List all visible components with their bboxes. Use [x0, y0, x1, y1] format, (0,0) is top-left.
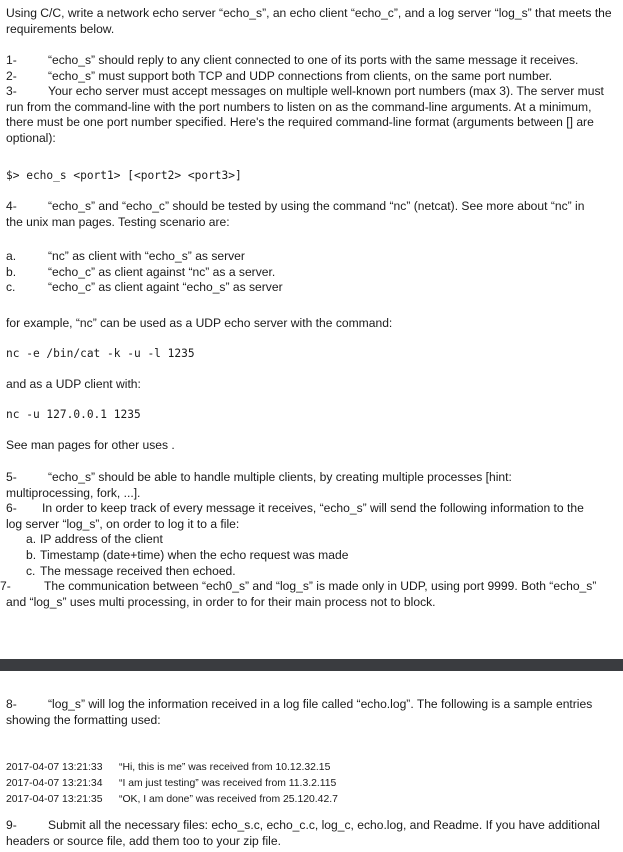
- log-message: “I am just testing” was received from 11.3.2.115: [119, 778, 337, 789]
- log-timestamp: 2017-04-07 13:21:33: [6, 762, 103, 773]
- list-item: [6, 280, 613, 296]
- list-marker: b.: [6, 264, 17, 279]
- list-marker: c.: [6, 280, 16, 295]
- requirement-text: “echo_s” must support both TCP and UDP connections from clients, on the same port number.: [48, 68, 553, 83]
- list-text: “nc” as client with “echo_s” as server: [48, 249, 245, 263]
- requirement-text: “log_s” will log the information received in a log file called “echo.log”. The following is a sample entries: [48, 697, 593, 711]
- list-marker: b.: [26, 547, 37, 562]
- requirement-9: [6, 818, 613, 849]
- requirement-6-continued: log server “log_s”, on order to log it to a file:: [6, 516, 240, 531]
- list-text: “echo_c” as client against “nc” as a server.: [48, 264, 276, 279]
- requirement-2: [6, 69, 613, 85]
- list-item: [6, 564, 613, 580]
- requirement-number: 9-: [6, 818, 17, 832]
- intro-paragraph: Using C/C, write a network echo server “echo_s”, an echo client “echo_c”, and a log server “log_s” that meets the requirements below.: [6, 6, 612, 36]
- requirement-8-continued: showing the formatting used:: [6, 712, 161, 727]
- list-text: “echo_c” as client againt “echo_s” as server: [48, 280, 283, 295]
- log-message: “OK, I am done” was received from 25.120.42.7: [119, 794, 338, 805]
- page-break-divider: [0, 659, 623, 671]
- requirement-number: 2-: [6, 68, 17, 83]
- requirement-9-line: [6, 818, 613, 834]
- list-text: Timestamp (date+time) when the echo request was made: [40, 547, 349, 562]
- list-marker: a.: [26, 532, 37, 547]
- list-item: [6, 532, 613, 548]
- log-timestamp: 2017-04-07 13:21:34: [6, 778, 103, 789]
- list-text: IP address of the client: [40, 532, 163, 547]
- man-pages-note: See man pages for other uses .: [6, 438, 175, 452]
- requirement-number: 4-: [6, 199, 17, 213]
- requirement-3: [6, 84, 613, 100]
- command-line-format: $> echo_s <port1> [<port2> <port3>]: [6, 169, 242, 182]
- requirement-7: [0, 579, 613, 595]
- client-intro: and as a UDP client with:: [6, 377, 141, 391]
- requirement-4: [6, 199, 613, 230]
- requirement-4-continued: the unix man pages. Testing scenario are:: [6, 214, 230, 229]
- requirement-number: 1-: [6, 53, 17, 67]
- requirement-3-continued: run from the command-line with the port numbers to listen on as the command-line arguments. At a minimum,: [6, 99, 592, 114]
- requirement-number: 8-: [6, 697, 17, 711]
- requirement-1: [6, 53, 613, 69]
- requirement-text: Your echo server must accept messages on multiple well-known port numbers (max 3). The server must: [48, 84, 604, 99]
- requirement-text: The communication between “ech0_s” and “log_s” is made only in UDP, using port 9999. Both “echo_s”: [44, 579, 597, 594]
- requirement-text: “echo_s” should reply to any client connected to one of its ports with the same message it receives.: [48, 53, 579, 67]
- list-marker: a.: [6, 249, 17, 263]
- requirement-text: Submit all the necessary files: echo_s.c, echo_c.c, log_c, echo.log, and Readme. If you have additional: [48, 818, 600, 832]
- udp-client-command: nc -u 127.0.0.1 1235: [6, 408, 141, 421]
- requirement-5-continued: multiprocessing, fork, ...].: [6, 485, 141, 500]
- requirement-text: “echo_s” should be able to handle multiple clients, by creating multiple processes [hint:: [48, 470, 512, 484]
- requirement-8-line: [6, 697, 613, 713]
- requirement-5: [6, 470, 613, 486]
- requirements-list-1-3: [6, 53, 613, 147]
- udp-server-command: nc -e /bin/cat -k -u -l 1235: [6, 347, 195, 360]
- list-item: [6, 548, 613, 564]
- requirements-list-5-7: [0, 470, 613, 610]
- requirement-number: 3-: [6, 84, 17, 99]
- requirement-number: 5-: [6, 470, 17, 484]
- requirement-3-continued: optional):: [6, 130, 56, 145]
- list-item: [6, 249, 613, 265]
- list-text: The message received then echoed.: [40, 563, 236, 578]
- requirement-7-continued: and “log_s” uses multi processing, in order to for their main process not to block.: [6, 594, 436, 609]
- requirement-8: [6, 697, 613, 728]
- list-marker: c.: [26, 563, 36, 578]
- requirement-text: “echo_s” and “echo_c” should be tested by using the command “nc” (netcat). See more about “nc” in: [48, 199, 585, 213]
- list-item: [6, 265, 613, 281]
- requirement-3-continued: there must be one port number specified. Here's the required command-line format (arguments between [] are: [6, 115, 594, 130]
- requirement-text: In order to keep track of every message it receives, “echo_s” will send the following information to the: [42, 501, 584, 516]
- requirement-6: [6, 501, 613, 517]
- requirement-9-continued: headers or source file, add them too to your zip file.: [6, 833, 281, 848]
- testing-scenarios: [6, 249, 613, 296]
- example-intro: for example, “nc” can be used as a UDP echo server with the command:: [6, 316, 393, 330]
- log-message: “Hi, this is me” was received from 10.12.32.15: [119, 762, 331, 773]
- requirement-4-line: [6, 199, 613, 215]
- requirement-number: 6-: [6, 501, 17, 516]
- requirement-number: 7-: [0, 579, 11, 594]
- log-timestamp: 2017-04-07 13:21:35: [6, 794, 103, 805]
